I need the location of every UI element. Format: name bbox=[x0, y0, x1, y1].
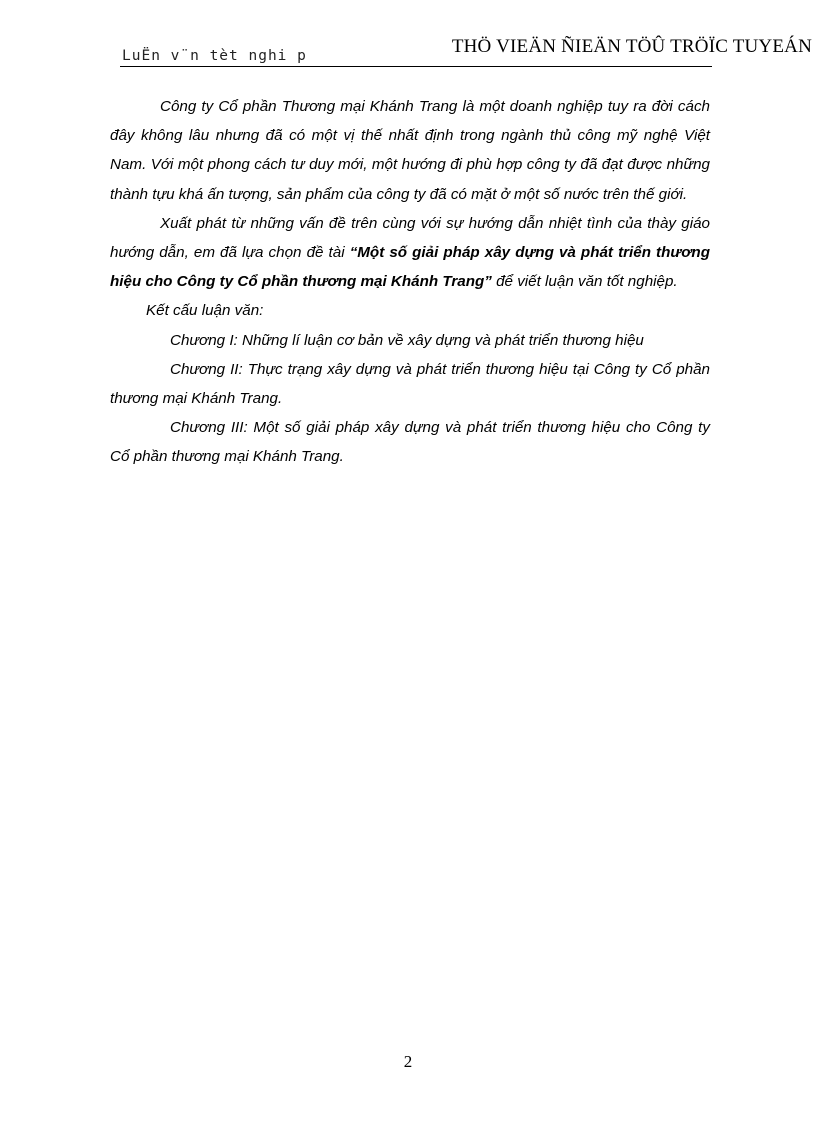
running-header-title: LuËn v¨n tèt nghi p bbox=[122, 48, 307, 64]
thesis-title: “Một số giải pháp xây dựng và phát triển thương hiệu cho Công ty Cổ phần thương mại Khánh Trang” bbox=[110, 244, 710, 291]
library-watermark-header: THÖ VIEÄN ÑIEÄN TÖÛ TRÖÏC TUYEÁN bbox=[451, 36, 812, 57]
topic-choice-tail: để viết luận văn tốt nghiệp. bbox=[491, 273, 678, 291]
document-body bbox=[110, 92, 710, 472]
topic-choice-lead: Xuất phát từ những vấn đề trên cùng với sự hướng dẫn nhiệt tình của thày giáo hướng dẫn, em đã lựa chọn đề tài bbox=[110, 214, 710, 262]
chapter-1-item: Chương I: Những lí luận cơ bản về xây dựng và phát triển thương hiệu bbox=[170, 331, 644, 349]
paragraph-company-intro: Công ty Cổ phần Thương mại Khánh Trang là một doanh nghiệp tuy ra đời cách đây không lâu nhưng đã có một vị thế nhất định trong ngành thủ công mỹ nghệ Việt Nam. Với một phong cách tư duy mới, một hướng đi phù hợp công ty đã đạt được những thành tựu khá ấn tượng, sản phẩm của công ty đã có mặt ở một số nước trên thế giới. bbox=[110, 98, 710, 203]
chapter-3-item: Chương III: Một số giải pháp xây dựng và phát triển thương hiệu cho Công ty Cổ phần thương mại Khánh Trang. bbox=[110, 419, 710, 466]
chapter-2-item: Chương II: Thực trạng xây dựng và phát triển thương hiệu tại Công ty Cổ phần thương mại Khánh Trang. bbox=[110, 360, 710, 408]
page-number: 2 bbox=[403, 1052, 413, 1071]
header-divider bbox=[120, 66, 712, 67]
paragraph-topic-choice bbox=[110, 209, 710, 297]
structure-label: Kết cấu luận văn: bbox=[146, 302, 264, 320]
